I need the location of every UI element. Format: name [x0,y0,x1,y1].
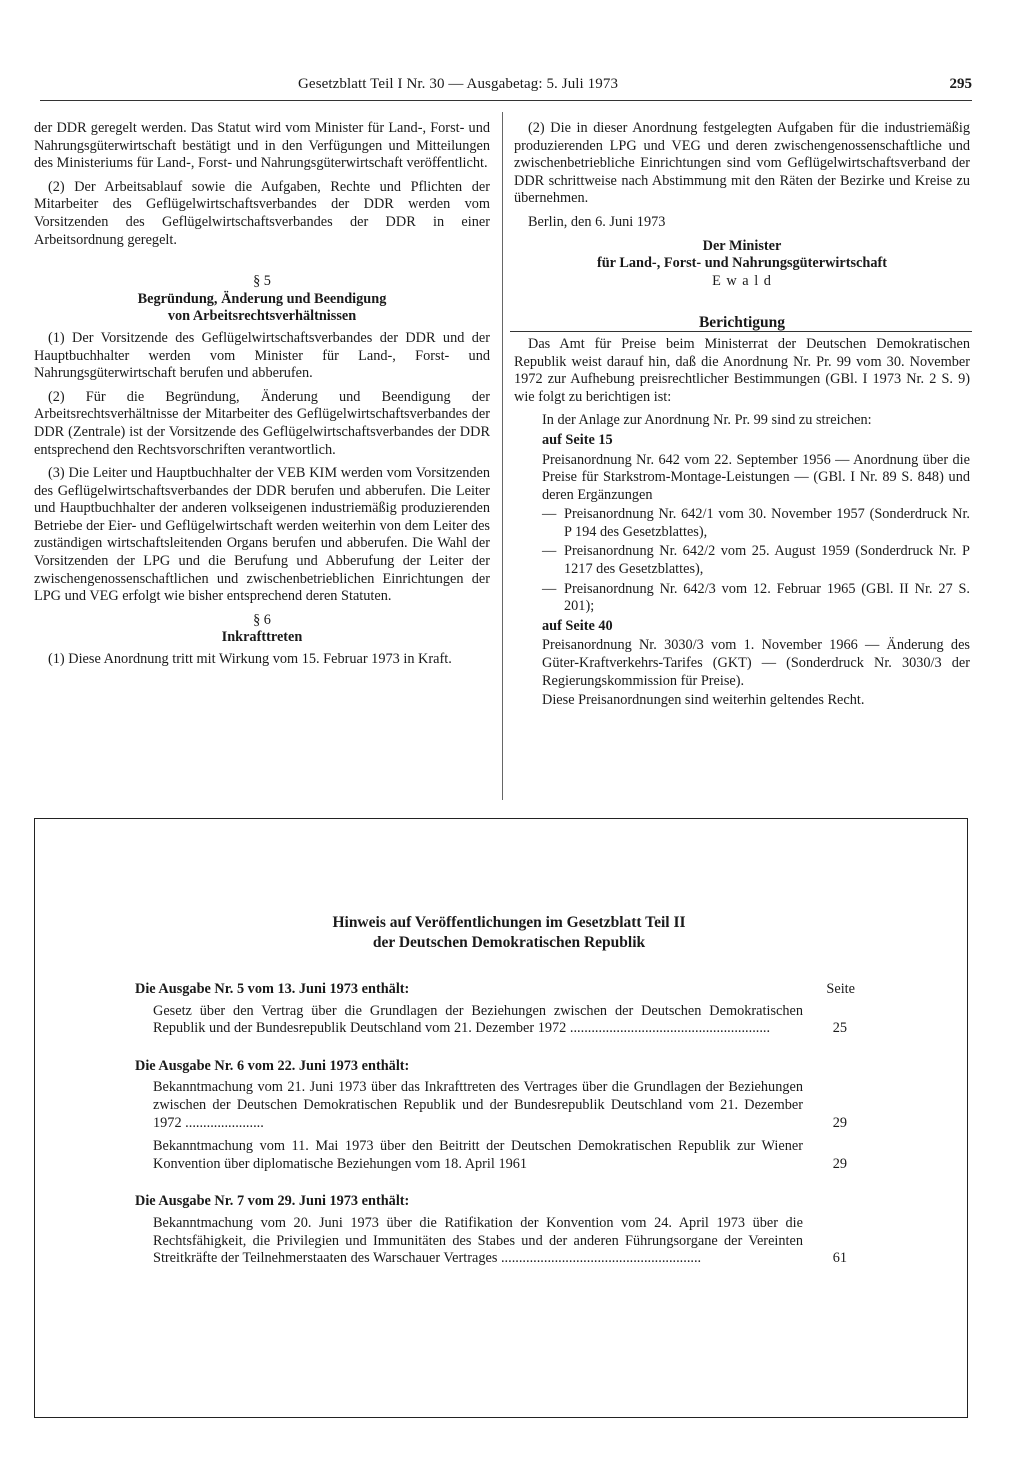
issue-block [135,981,883,1038]
paragraph: (1) Der Vorsitzende des Geflügelwirtschaftsverbandes der DDR und der Hauptbuchhalter werden vom Minister für Land-, Forst- und Nahrungsgüterwirtschaft berufen und abberufen. [34,329,490,382]
page-reference: auf Seite 40 [542,617,613,634]
notice-title-line: der Deutschen Demokratischen Republik [372,934,646,951]
list-item-text: Preisanordnung Nr. 642/1 vom 30. November 1957 (Sonderdruck Nr. P 194 des Gesetzblattes), [564,506,970,540]
notice-title [135,913,883,953]
paragraph: der DDR geregelt werden. Das Statut wird vom Minister für Land-, Forst- und Nahrungsgüterwirtschaft bestätigt und in den Verfügungen und Mitteilungen des Ministeriums für Land-, Forst- und Nahrungsgüterwirtschaft veröffentlicht. [34,120,490,172]
issue-entry [135,1003,883,1038]
issue-block [135,1193,883,1267]
right-column [514,120,970,716]
entry-text: Bekanntmachung vom 21. Juni 1973 über das Inkrafttreten des Vertrages über die Grundlagen der Beziehungen zwischen der Deutschen Demokratischen Republik und der Bundesrepublik Deutschland vom 21. Dezember 1972 ...................... [153,1079,803,1131]
page-column-label: Seite [826,981,855,997]
header-rule [40,100,972,101]
entry-page: 29 [832,1114,847,1131]
entry-page: 61 [832,1250,847,1267]
price-order: Preisanordnung Nr. 642 vom 22. September 1956 — Anordnung über die Preise für Starkstrom-Montage-Leistungen — (GBl. I Nr. 89 S. 848) und deren Ergänzungen [542,451,970,503]
paragraph: (2) Für die Begründung, Änderung und Beendigung der Arbeitsrechtsverhältnisse der Mitarbeiter des Geflügelwirtschaftsverbandes der DDR (Zentrale) ist der Vorsitzende des Geflügelwirtschaftsverbandes der DDR entsprechend den Rechtsvorschriften verantwortlich. [34,388,490,458]
paragraph: Das Amt für Preise beim Ministerrat der Deutschen Demokratischen Republik weist darauf hin, daß die Anordnung Nr. Pr. 99 vom 30. November 1972 zur Aufhebung preisrechtlicher Bestimmungen (GBl. I 1973 Nr. 2 S. 9) wie folgt zu berichtigen ist: [514,335,970,405]
dash-mark: — [542,543,557,560]
paragraph: (3) Die Leiter und Hauptbuchhalter der VEB KIM werden vom Vorsitzenden des Geflügelwirtschaftsverbandes der DDR berufen und abberufen. Die Leiter und Hauptbuchhalter der anderen volkseigenen industriemäßig produzierenden Betriebe der Eier- und Geflügelwirtschaft werden weiterhin von dem Leiter des zuständigen wirtschaftsleitenden Organs berufen und abberufen. Die Wahl der Vorsitzenden der LPG und die Berufung und Abberufung der Leiter der zwischengenossenschaftlichen und zwischenbetrieblichen Einrichtungen der LPG und VEG erfolgt wie bisher entsprechend deren Statuten. [34,465,490,605]
column-divider [502,112,503,800]
dash-mark: — [542,506,557,523]
section-number: § 6 [253,611,271,628]
correction-title: Berichtigung [698,314,786,332]
paragraph: (2) Die in dieser Anordnung festgelegten Aufgaben für die industriemäßig produzierenden LPG und VEG und deren zwischengenossenschaftliche und zwischenbetriebliche Einrichtungen sind vom Geflügelwirtschaftsverband der DDR schrittweise nach Abstimmung mit den Räten der Bezirke und Kreise zu übernehmen. [514,120,970,207]
issue-entry [135,1215,883,1268]
entry-text: Bekanntmachung vom 11. Mai 1973 über den Beitritt der Deutschen Demokratischen Republik zur Wiener Konvention über diplomatische Beziehungen vom 18. April 1961 [153,1138,803,1172]
paragraph: In der Anlage zur Anordnung Nr. Pr. 99 sind zu streichen: [542,412,872,429]
section-title-line: von Arbeitsrechtsverhältnissen [167,308,357,325]
page-number: 295 [949,76,972,92]
list-item-text: Preisanordnung Nr. 642/3 vom 12. Februar 1965 (GBl. II Nr. 27 S. 201); [564,580,970,615]
closing-sentence: Diese Preisanordnungen sind weiterhin geltendes Recht. [542,692,865,709]
paragraph: (1) Diese Anordnung tritt mit Wirkung vom 15. Februar 1973 in Kraft. [48,651,452,668]
issue-header: Die Ausgabe Nr. 5 vom 13. Juni 1973 enthält: [135,981,410,997]
section-title: Inkrafttreten [221,629,303,646]
notice-title-line: Hinweis auf Veröffentlichungen im Gesetzblatt Teil II [332,914,686,931]
entry-page: 25 [832,1020,847,1037]
signature-name: E w a l d [712,272,772,289]
signature-title: für Land-, Forst- und Nahrungsgüterwirtschaft [596,255,888,272]
list-item [514,581,970,616]
entry-text: Bekanntmachung vom 20. Juni 1973 über die Ratifikation der Konvention vom 24. April 1973 über die Rechtsfähigkeit, die Privilegien und Immunitäten des Stabes und der anderen Führungsorgane der Vereinten Streitkräfte der Teilnehmerstaaten des Warschauer Vertrages ........................................................ [153,1214,803,1267]
gazette-title: Gesetzblatt Teil I Nr. 30 — Ausgabetag: 5. Juli 1973 [298,76,619,92]
section-number: § 5 [253,273,271,290]
place-date: Berlin, den 6. Juni 1973 [528,213,666,230]
price-order: Preisanordnung Nr. 3030/3 vom 1. November 1966 — Änderung des Güter-Kraftverkehrs-Tarifes (GKT) — (Sonderdruck Nr. 3030/3 der Regierungskommission für Preise). [542,637,970,689]
list-item [514,506,970,541]
entry-text: Gesetz über den Vertrag über die Grundlagen der Beziehungen zwischen der Deutschen Demokratischen Republik und der Bundesrepublik Deutschland vom 21. Dezember 1972 ........................................................ [153,1002,803,1037]
issue-entry [135,1079,883,1132]
notice-content [135,913,883,1288]
issue-entry [135,1138,883,1173]
page-reference: auf Seite 15 [542,431,613,448]
issue-header: Die Ausgabe Nr. 6 vom 22. Juni 1973 enthält: [135,1057,410,1074]
entry-page: 29 [832,1155,847,1172]
signature-title: Der Minister [702,237,782,254]
dash-mark: — [542,580,557,597]
left-column [34,120,490,675]
list-item-text: Preisanordnung Nr. 642/2 vom 25. August 1959 (Sonderdruck Nr. P 1217 des Gesetzblattes), [564,543,970,578]
signature-separator [510,331,972,332]
page-header [40,76,972,98]
notice-box [34,818,968,1418]
issue-header: Die Ausgabe Nr. 7 vom 29. Juni 1973 enthält: [135,1193,410,1210]
paragraph: (2) Der Arbeitsablauf sowie die Aufgaben, Rechte und Pflichten der Mitarbeiter des Geflügelwirtschaftsverbandes der DDR werden vom Vorsitzenden des Geflügelwirtschaftsverbandes der DDR in einer Arbeitsordnung geregelt. [34,178,490,248]
list-item [514,543,970,578]
issue-block [135,1058,883,1174]
section-title-line: Begründung, Änderung und Beendigung [137,290,387,307]
